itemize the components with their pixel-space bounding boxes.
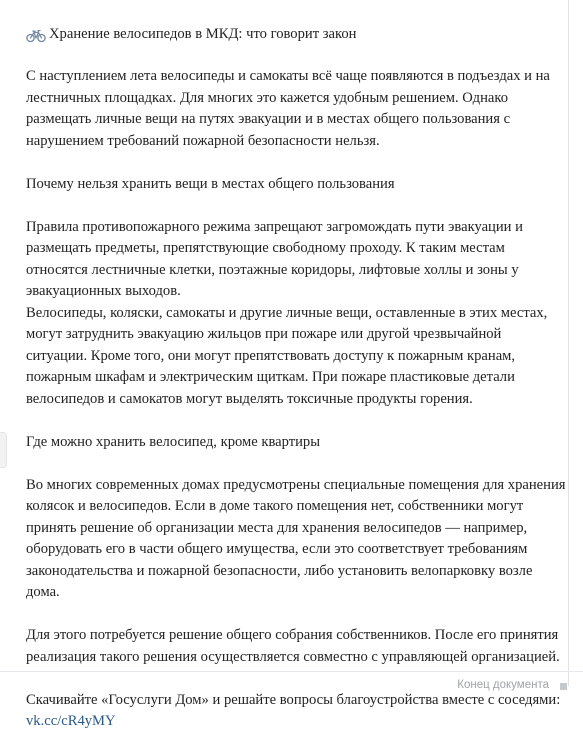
paragraph-storage-options: Во многих современных домах предусмотрены специальные помещения для хранения колясок и велосипедов. Если в доме такого помещения нет, собственники могут принять решение об организации места для хранения велосипедов — например, оборудовать его в части общего имущества, если это соответствует требованиям законодательства и пожарной безопасности, либо установить велопарковку возле дома.	[26, 476, 566, 600]
paragraph-intro: С наступлением лета велосипеды и самокаты всё чаще появляются в подъездах и на лестничных площадках. Для многих это кажется удобным решением. Однако размещать личные вещи на путях эвакуации и в местах общего пользования с нарушением требований пожарной безопасности нельзя.	[26, 68, 550, 149]
section-heading-why: Почему нельзя хранить вещи в местах общего пользования	[26, 175, 395, 192]
section-heading-where: Где можно хранить велосипед, кроме квартиры	[26, 433, 321, 450]
paragraph-rules: Правила противопожарного режима запрещают загромождать пути эвакуации и размещать предметы, препятствующие свободному проходу. К таким местам относятся лестничные клетки, поэтажные коридоры, лифтовые холлы и зоны у эвакуационных выходов.	[26, 218, 523, 299]
cta-text: Скачивайте «Госуслуги Дом» и решайте вопросы благоустройства вместе с соседями:	[26, 691, 561, 708]
paragraph-meeting: Для этого потребуется решение общего собрания собственников. После его принятия реализация такого решения осуществляется совместно с управляющей организацией.	[26, 627, 560, 665]
end-marker-icon	[560, 683, 567, 690]
end-of-document-label: Конец документа	[457, 679, 549, 691]
document-title: Хранение велосипедов в МКД: что говорит закон	[49, 26, 357, 43]
bicycle-icon	[26, 29, 46, 43]
scroll-handle[interactable]	[0, 432, 7, 468]
paragraph-risks: Велосипеды, коляски, самокаты и другие личные вещи, оставленные в этих местах, могут затруднить эвакуацию жильцов при пожаре или другой чрезвычайной ситуации. Кроме того, они могут препятствовать доступу к пожарным кранам, пожарным шкафам и электрическим щиткам. При пожаре пластиковые детали велосипедов и самокатов могут выделять токсичные продукты горения.	[26, 304, 548, 407]
document-title-row	[26, 24, 566, 46]
document-right-border	[568, 0, 569, 686]
vk-link[interactable]: vk.cc/cR4yMY	[26, 713, 116, 729]
document-content	[26, 24, 566, 754]
paragraph-cta	[26, 690, 566, 733]
footer-divider	[0, 671, 583, 672]
